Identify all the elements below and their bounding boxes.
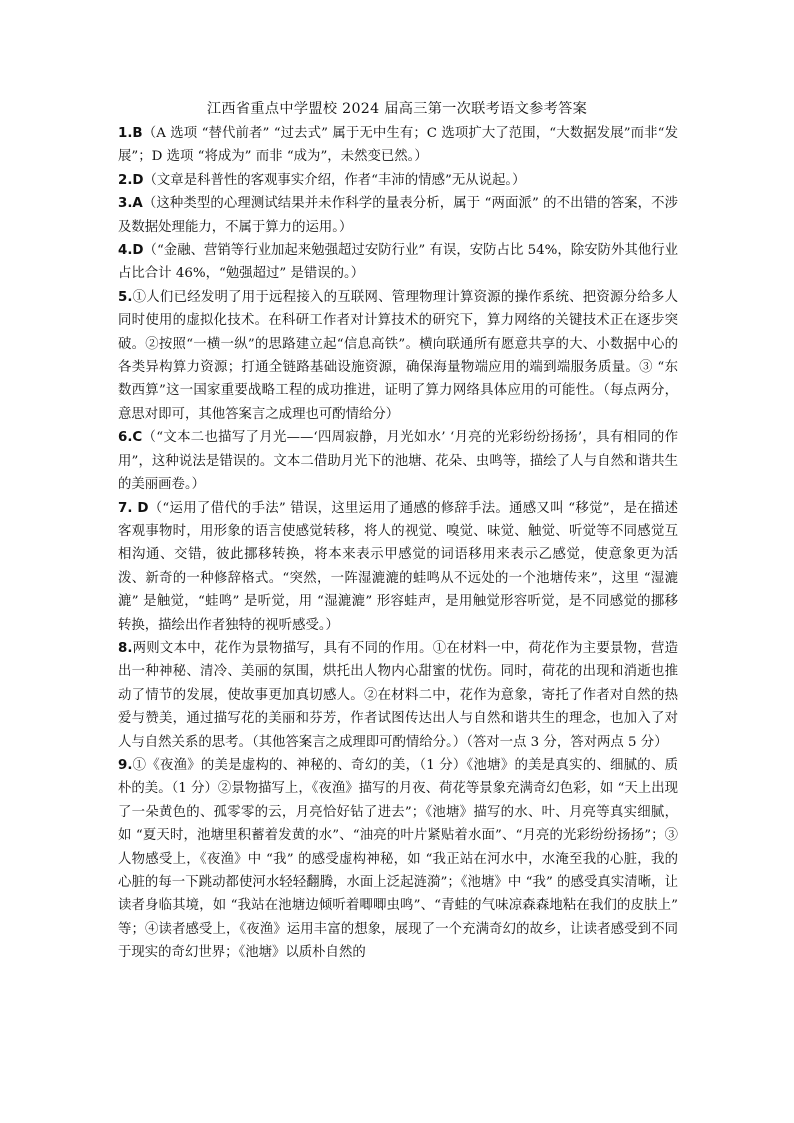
answer-item-3 [118,192,678,239]
answer-item-6 [118,426,678,496]
answer-text: （“金融、营销等行业加起来勉强超过安防行业” 有误，安防占比 54%，除安防外其他行业占比合计 46%，“勉强超过” 是错误的。） [118,243,678,282]
answer-list [118,122,678,965]
answer-text: （文章是科普性的客观事实介绍，作者“丰沛的情感”无从说起。） [143,172,526,188]
answer-number: 2.D [118,172,144,188]
answer-number: 5. [118,289,133,305]
answer-number: 4.D [118,243,144,259]
answer-number: 6.C [118,430,143,446]
answer-text: ①《夜渔》的美是虚构的、神秘的、奇幻的美，（1 分）《池塘》的美是真实的、细腻的、质朴的美。（1 分）②景物描写上，《夜渔》描写的月夜、荷花等景象充满奇幻色彩，如 “天上出现了一朵黄色的、孤零零的云，月亮恰好钻了进去”；《池塘》描写的水、叶、月亮等真实细腻，如 “夏天时，池塘里积蓄着发黄的水”、“油亮的叶片紧贴着水面”、“月亮的光彩纷纷扬扬”；③人物感受上，《夜渔》中 “我” 的感受虚构神秘，如 “我正站在河水中，水淹至我的心脏，我的心脏的每一下跳动都使河水轻轻翻腾，水面上泛起涟漪”；《池塘》中 “我” 的感受真实清晰，让读者身临其境，如 “我站在池塘边倾听着唧唧虫鸣”、“青蛙的气味凉森森地粘在我们的皮肤上” 等；④读者感受上，《夜渔》运用丰富的想象，展现了一个充满奇幻的故乡，让读者感受到不同于现实的奇幻世界；《池塘》以质朴自然的 [118,757,678,961]
answer-text: 两则文本中，花作为景物描写，具有不同的作用。①在材料一中，荷花作为主要景物，营造出一种神秘、清冷、美丽的氛围，烘托出人物内心甜蜜的忧伤。同时，荷花的出现和消逝也推动了情节的发展，使故事更加真切感人。②在材料二中，花作为意象，寄托了作者对自然的热爱与赞美，通过描写花的美丽和芬芳，作者试图传达出人与自然和谐共生的理念，也加入了对人与自然关系的思考。（其他答案言之成理即可酌情给分。）（答对一点 3 分，答对两点 5 分） [118,640,678,750]
answer-item-7 [118,497,678,637]
answer-number: 8. [118,640,133,656]
answer-item-8 [118,637,678,754]
answer-item-9 [118,754,678,965]
page-title: 江西省重点中学盟校 2024 届高三第一次联考语文参考答案 [206,101,588,117]
answer-item-5 [118,286,678,426]
answer-number: 7. D [118,500,149,516]
answer-item-2 [118,169,678,192]
answer-text: ①人们已经发明了用于远程接入的互联网、管理物理计算资源的操作系统、把资源分给多人同时使用的虚拟化技术。在科研工作者对计算技术的研究下，算力网络的关键技术正在逐步突破。②按照“一横一纵”的思路建立起“信息高铁”。横向联通所有愿意共享的大、小数据中心的各类异构算力资源；打通全链路基础设施资源，确保海量物端应用的端到端服务质量。③ “东数西算”这一国家重要战略工程的成功推进，证明了算力网络具体应用的可能性。（每点两分，意思对即可，其他答案言之成理也可酌情给分） [118,289,678,422]
answer-number: 1.B [118,126,143,141]
answer-text: （这种类型的心理测试结果并未作科学的量表分析，属于 “两面派” 的不出错的答案，不涉及数据处理能力，不属于算力的运用。） [118,196,678,235]
answer-number: 3.A [118,196,143,212]
answer-item-1 [118,122,678,169]
answer-number: 9. [118,757,133,773]
answer-item-4 [118,239,678,286]
answer-text: （A 选项 “替代前者” “过去式” 属于无中生有；C 选项扩大了范围，“大数据发展”而非“发展”；D 选项 “将成为” 而非 “成为”，未然变已然。） [118,126,678,165]
answer-text: （“文本二也描写了月光——‘四周寂静，月光如水’ ‘月亮的光彩纷纷扬扬’，具有相同的作用”，这种说法是错误的。文本二借助月光下的池塘、花朵、虫鸣等，描绘了人与自然和谐共生的美丽画卷。） [118,430,678,493]
answer-text: （“运用了借代的手法” 错误，这里运用了通感的修辞手法。通感又叫 “移觉”，是在描述客观事物时，用形象的语言使感觉转移，将人的视觉、嗅觉、味觉、触觉、听觉等不同感觉互相沟通、交错，彼此挪移转换，将本来表示甲感觉的词语移用来表示乙感觉，使意象更为活泼、新奇的一种修辞格式。“突然，一阵湿漉漉的蛙鸣从不远处的一个池塘传来”，这里 “湿漉漉” 是触觉，“蛙鸣” 是听觉，用 “湿漉漉” 形容蛙声，是用触觉形容听觉，是不同感觉的挪移转换，描绘出作者独特的视听感受。） [118,500,678,633]
